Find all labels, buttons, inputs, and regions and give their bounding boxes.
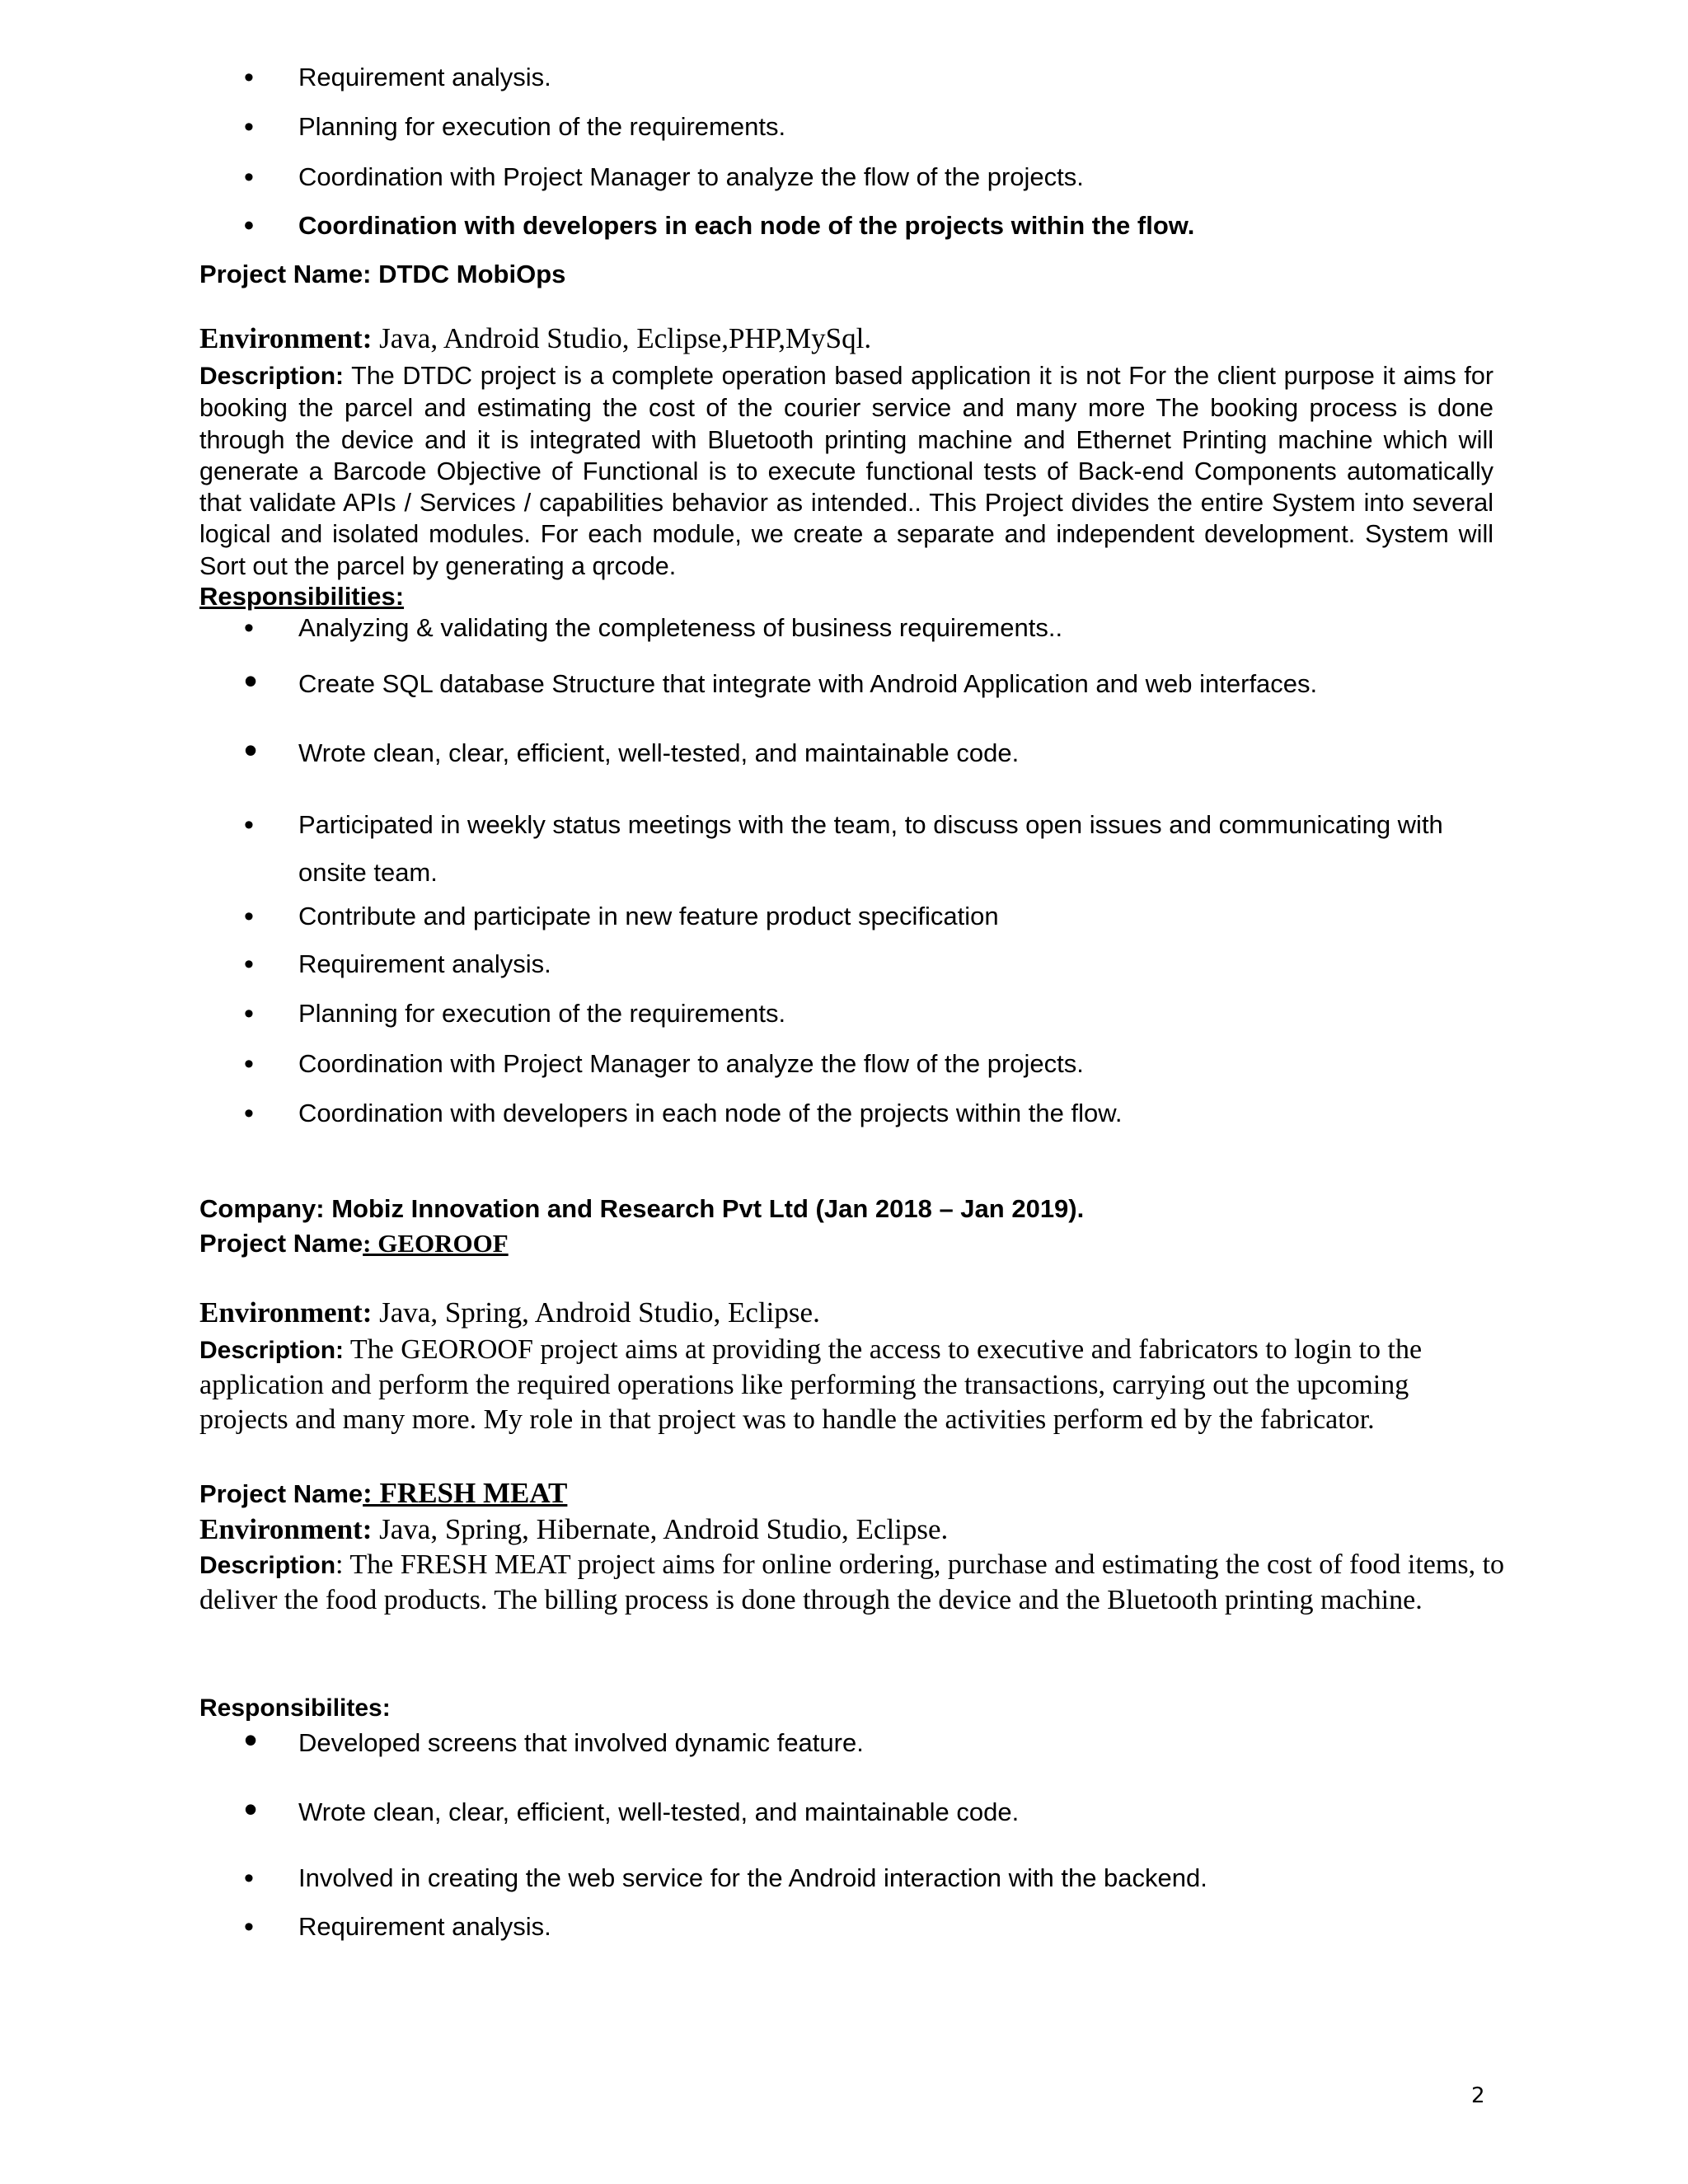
georoof-project-name	[199, 1227, 509, 1260]
freshmeat-project-name	[199, 1477, 567, 1511]
environment-label: Environment:	[199, 1296, 373, 1329]
environment-value: Java, Android Studio, Eclipse,PHP,MySql.	[372, 322, 872, 354]
list-item: • Planning for execution of the requirements.	[239, 109, 1492, 145]
dtdc-project-name: Project Name: DTDC MobiOps	[199, 260, 566, 288]
environment-value: Java, Spring, Android Studio, Eclipse.	[372, 1296, 820, 1329]
list-item: • Coordination with Project Manager to analyze the flow of the projects.	[239, 1046, 1492, 1082]
list-item: • Coordination with Project Manager to analyze the flow of the projects.	[239, 159, 1492, 195]
company-line	[199, 1193, 1084, 1226]
project-label: Project Name	[199, 1229, 363, 1258]
list-item: • Analyzing & validating the completeness of business requirements..	[239, 610, 1492, 646]
list-item: • Participated in weekly status meetings with the team, to discuss open issues and communicating with onsite team.	[239, 801, 1492, 897]
list-item: • Involved in creating the web service for the Android interaction with the backend.	[239, 1860, 1492, 1896]
freshmeat-environment	[199, 1511, 948, 1548]
project-value: : FRESH MEAT	[363, 1477, 568, 1509]
dtdc-description	[199, 360, 1493, 582]
description-text: The DTDC project is a complete operation based application it is not For the client purpose it aims for booking the parcel and estimating the cost of the courier service and many more The booking process is done through the device and it is integrated with Bluetooth printing machine and Ethernet Printing machine which will generate a Barcode Objective of Functional is to execute functional tests of Back-end Components automatically that validate APIs / Services / capabilities behavior as intended.. This Project divides the entire System into several logical and isolated modules. For each module, we create a separate and independent development. System will Sort out the parcel by generating a qrcode.	[199, 362, 1493, 580]
project-label: Project Name	[199, 1479, 363, 1508]
freshmeat-description	[199, 1548, 1510, 1618]
environment-label: Environment:	[199, 1513, 373, 1545]
list-item: • Requirement analysis.	[239, 1909, 1492, 1945]
company-label: Company:	[199, 1194, 325, 1223]
description-label: Description	[199, 1552, 336, 1579]
list-item: • Wrote clean, clear, efficient, well-tested, and maintainable code.	[239, 1794, 1492, 1830]
list-item: • Contribute and participate in new feature product specification	[239, 898, 1492, 935]
list-item: • Developed screens that involved dynamic feature.	[239, 1725, 1492, 1761]
list-item: • Coordination with developers in each node of the projects within the flow.	[239, 208, 1492, 244]
georoof-description	[199, 1333, 1502, 1437]
description-text: The GEOROOF project aims at providing the access to executive and fabricators to login to the application and perform the required operations like performing the transactions, carrying out the upcoming projects and many more. My role in that project was to handle the activities perform ed by the fabricator.	[199, 1334, 1423, 1435]
freshmeat-responsibilities-heading: Responsibilites:	[199, 1694, 391, 1722]
description-label: Description:	[199, 363, 345, 390]
company-value: Mobiz Innovation and Research Pvt Ltd (Jan 2018 – Jan 2019).	[324, 1194, 1085, 1223]
description-label: Description:	[199, 1337, 345, 1364]
list-item: • Planning for execution of the requirements.	[239, 996, 1492, 1032]
dtdc-responsibilities-heading: Responsibilities:	[199, 582, 405, 611]
page-number: 2	[1471, 2083, 1485, 2108]
environment-label: Environment:	[199, 322, 373, 354]
list-item: • Requirement analysis.	[239, 946, 1492, 982]
project-value: : GEOROOF	[363, 1229, 509, 1258]
list-item: • Wrote clean, clear, efficient, well-tested, and maintainable code.	[239, 735, 1492, 771]
georoof-environment	[199, 1295, 820, 1331]
dtdc-environment	[199, 321, 871, 357]
description-text: : The FRESH MEAT project aims for online ordering, purchase and estimating the cost of food items, to deliver the food products. The billing process is done through the device and the Bluetooth printing machine.	[199, 1549, 1505, 1615]
environment-value: Java, Spring, Hibernate, Android Studio, Eclipse.	[372, 1513, 949, 1545]
list-item: • Create SQL database Structure that integrate with Android Application and web interfaces.	[239, 666, 1492, 702]
list-item: • Requirement analysis.	[239, 59, 1492, 96]
list-item: • Coordination with developers in each node of the projects within the flow.	[239, 1095, 1492, 1132]
